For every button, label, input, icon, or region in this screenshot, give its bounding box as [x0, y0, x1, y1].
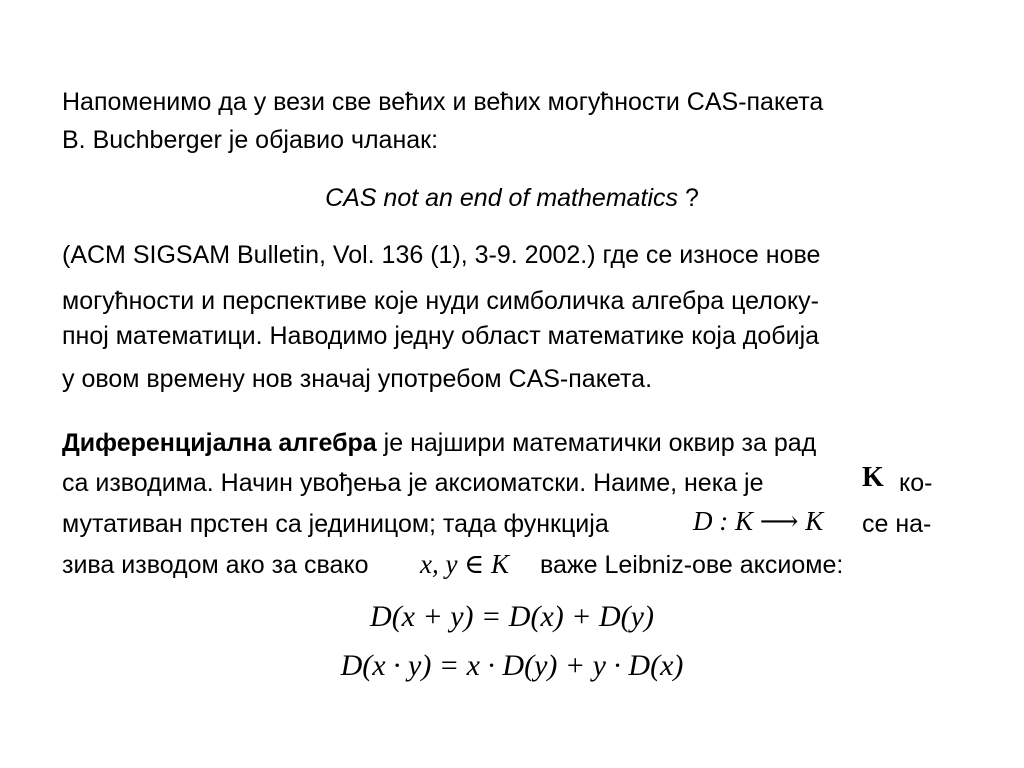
article-title-line [0, 183, 1024, 213]
para2-line3: пној математици. Наводимо једну област математике која добија [62, 322, 820, 350]
para3-line4a: зива изводом ако за свако [62, 551, 369, 579]
para3-line1 [62, 428, 816, 458]
para2-line4: у овом времену нов значај употребом CAS-пакета. [62, 365, 653, 393]
para3-line2a: са изводима. Начин увођења је аксиоматски. Наиме, нека је [62, 469, 764, 497]
para3-line3b: се на- [862, 510, 932, 538]
leibniz-axiom-product: D(x · y) = x · D(y) + y · D(x) [340, 649, 684, 682]
article-title-qmark: ? [678, 184, 699, 212]
quantifier: x, y ∈ K [420, 549, 509, 579]
article-title: CAS not an end of mathematics [325, 184, 679, 212]
term-differential-algebra: Диференцијална алгебра [62, 429, 377, 457]
para3-line1-rest: је најшири математички оквир за рад [376, 429, 817, 457]
para3-line2b: ко- [899, 469, 933, 497]
para1-line1: Напоменимо да у вези све већих и већих могућности CAS-пакета [62, 88, 824, 116]
para2-line2: могућности и перспективе које нуди симболичка алгебра целоку- [62, 287, 820, 315]
para3-line4b: важе Leibniz-ове аксиоме: [540, 551, 844, 579]
para1-line2: B. Buchberger је објавио чланак: [62, 126, 439, 154]
para3-line3a: мутативан прстен са јединицом; тада функција [62, 510, 609, 538]
leibniz-axiom-sum: D(x + y) = D(x) + D(y) [370, 600, 654, 633]
ring-symbol: K [862, 462, 884, 493]
function-map: D : K ⟶ K [693, 506, 824, 536]
para2-line1: (ACM SIGSAM Bulletin, Vol. 136 (1), 3-9. 2002.) где се износе нове [62, 241, 821, 269]
